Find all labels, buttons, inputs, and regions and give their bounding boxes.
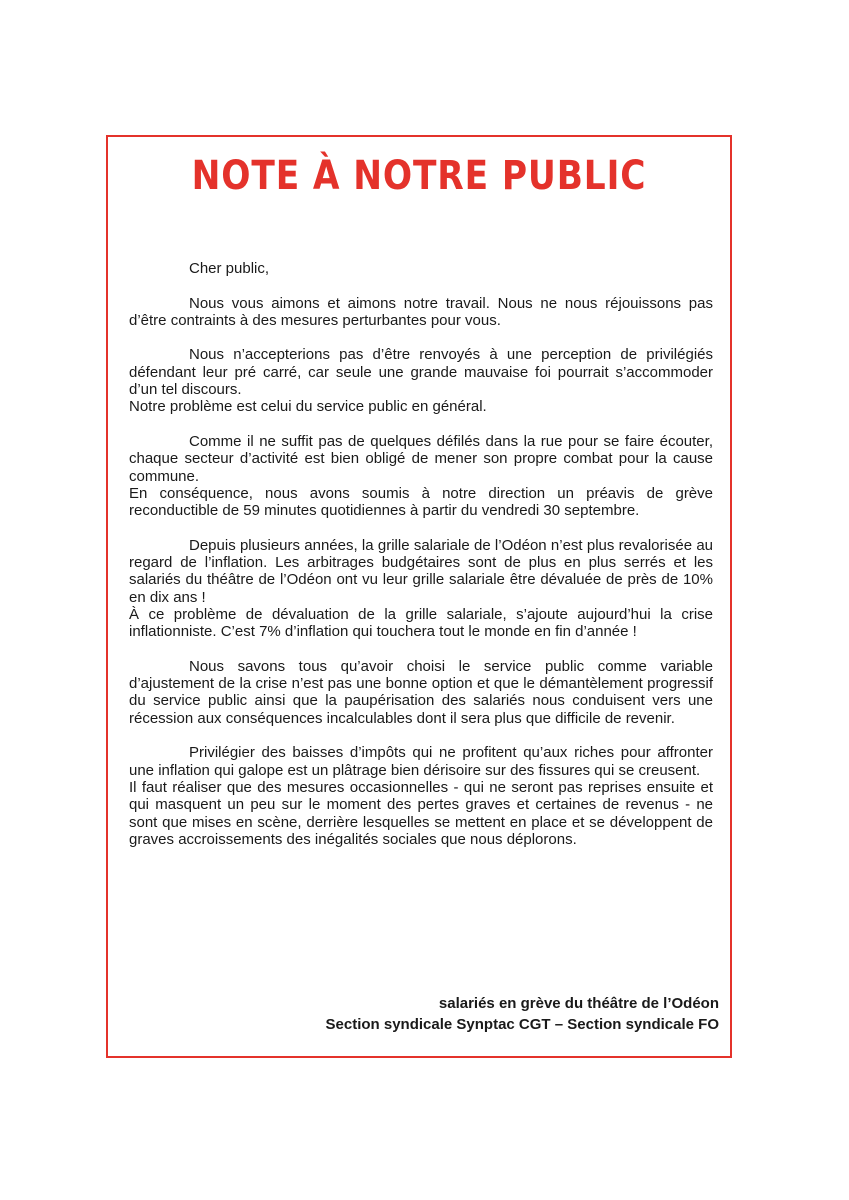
paragraph-4-continuation: À ce problème de dévaluation de la grille salariale, s’ajoute aujourd’hui la crise inflationniste. C’est 7% d’inflation qui touchera tout le monde en fin d’année ! xyxy=(129,605,713,641)
paragraph-1: Nous vous aimons et aimons notre travail. Nous ne nous réjouissons pas d’être contraints à des mesures perturbantes pour vous. xyxy=(129,294,713,329)
greeting: Cher public, xyxy=(189,260,270,277)
signature-line-2: Section syndicale Synptac CGT – Section syndicale FO xyxy=(325,1016,719,1033)
page-title: NOTE À NOTRE PUBLIC xyxy=(191,153,647,199)
paragraph-2: Nous n’accepterions pas d’être renvoyés à une perception de privilégiés défendant leur pré carré, car seule une grande mauvaise foi pourrait s’accommoder d’un tel discours. xyxy=(129,346,713,399)
paragraph-3: Comme il ne suffit pas de quelques défilés dans la rue pour se faire écouter, chaque secteur d’activité est bien obligé de mener son propre combat pour la cause commune. xyxy=(129,432,713,485)
signature-block xyxy=(326,993,719,1035)
paragraph-2-continuation: Notre problème est celui du service public en général. xyxy=(129,398,487,416)
paragraph-6: Privilégier des baisses d’impôts qui ne profitent qu’aux riches pour affronter une inflation qui galope est un plâtrage bien dérisoire sur des fissures qui se creusent. xyxy=(129,744,713,779)
paragraph-3-continuation: En conséquence, nous avons soumis à notre direction un préavis de grève reconductible de 59 minutes quotidiennes à partir du vendredi 30 septembre. xyxy=(129,484,713,520)
letter-body xyxy=(129,260,713,848)
paragraph-4: Depuis plusieurs années, la grille salariale de l’Odéon n’est plus revalorisée au regard de l’inflation. Les arbitrages budgétaires sont de plus en plus serrés et les salariés du théâtre de l’Odéon ont vu leur grille salariale être dévaluée de près de 10% en dix ans ! xyxy=(129,536,713,606)
paragraph-6-continuation: Il faut réaliser que des mesures occasionnelles - qui ne seront pas reprises ensuite et qui masquent un peu sur le moment des pertes graves et certaines de revenus - ne sont que mises en scène, derrière lesquelles se mettent en place et se développent de graves accroissements des inégalités sociales que nous déplorons. xyxy=(129,778,713,848)
signature-line-1: salariés en grève du théâtre de l’Odéon xyxy=(438,995,719,1012)
paragraph-5: Nous savons tous qu’avoir choisi le service public comme variable d’ajustement de la crise n’est pas une bonne option et que le démantèlement progressif du service public ainsi que la paupérisation des salariés nous conduisent vers une récession aux conséquences incalculables dont il sera plus que difficile de revenir. xyxy=(129,657,713,727)
